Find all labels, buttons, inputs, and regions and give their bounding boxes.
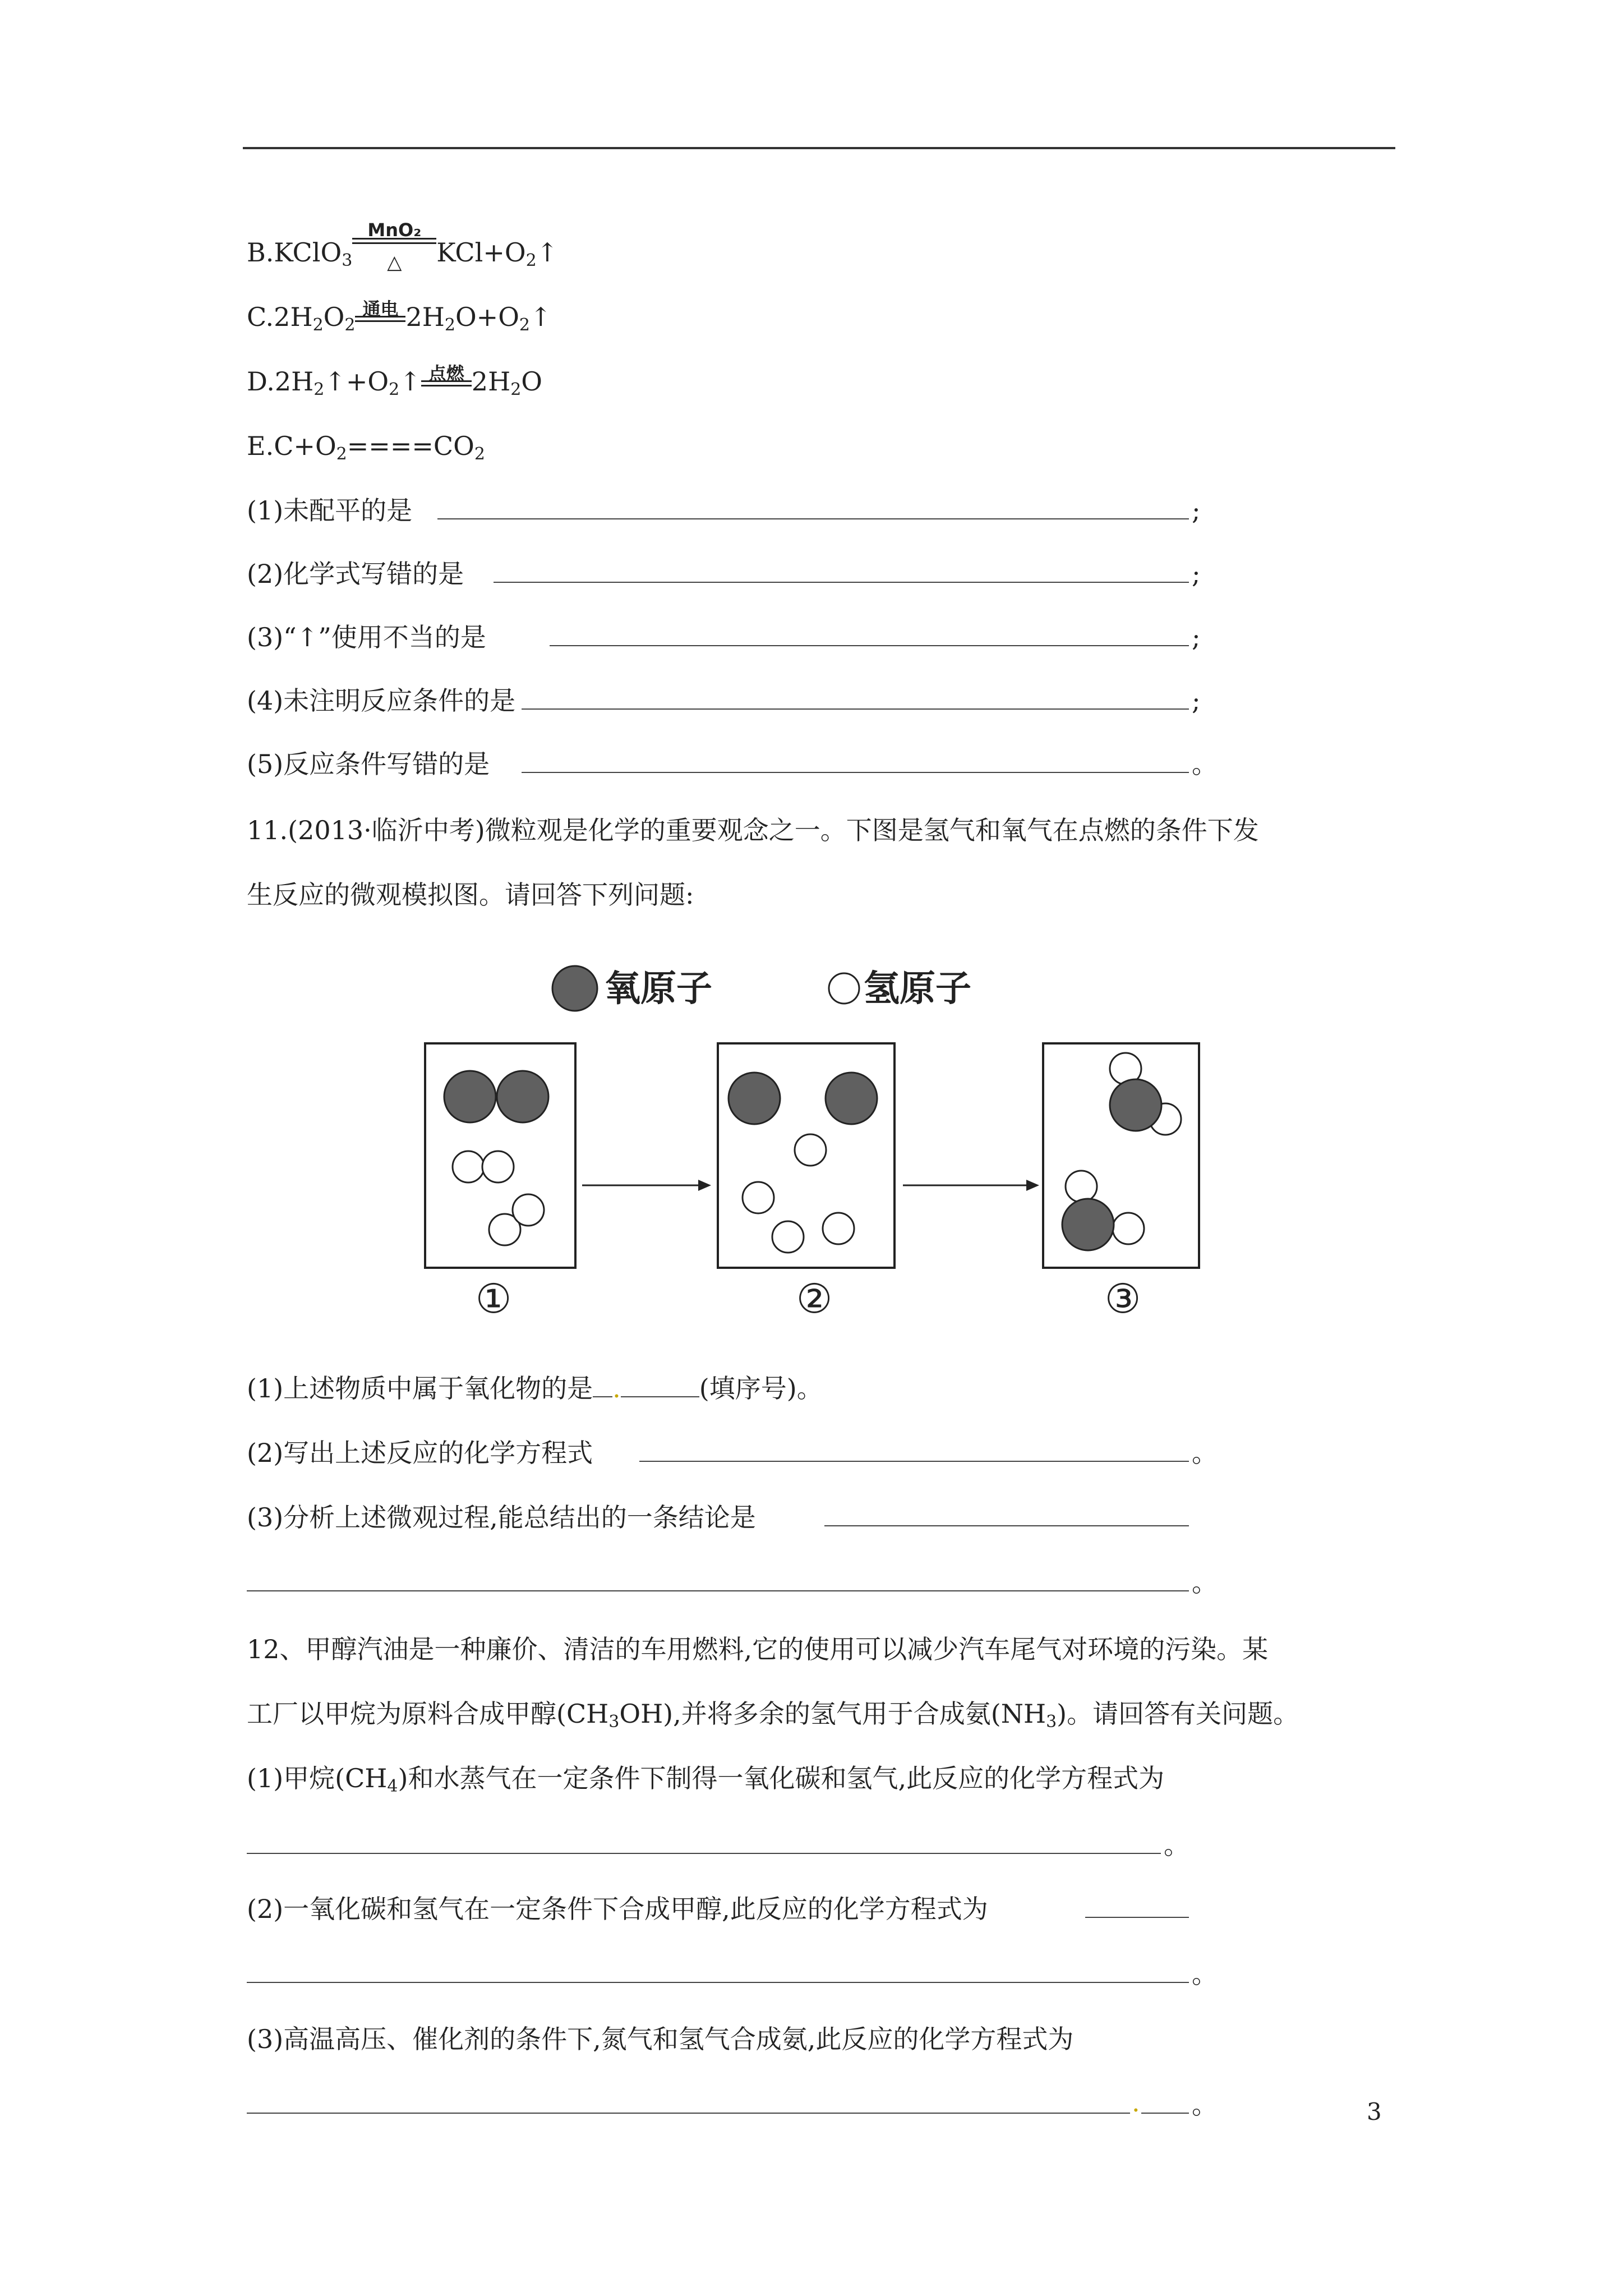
line-end: ; [1192,495,1201,526]
answer-blank[interactable] [522,772,1189,773]
answer-blank[interactable] [550,645,1189,646]
hydrogen-legend-icon [829,973,859,1004]
box-3-label: ③ [1104,1275,1141,1322]
hydrogen-atom [1066,1171,1097,1202]
answer-blank[interactable] [1085,1917,1189,1918]
answer-blank[interactable] [1141,2113,1189,2114]
answer-blank[interactable] [593,1374,612,1397]
oxygen-atom [1062,1199,1114,1250]
q12-sub2: (2)一氧化碳和氢气在一定条件下合成甲醇,此反应的化学方程式为 [247,1894,988,1924]
hydrogen-atom [795,1134,826,1166]
q11-stem-line1: 11.(2013·临沂中考)微粒观是化学的重要观念之一。下图是氢气和氧气在点燃的条件下发 [247,815,1259,845]
box-1-label: ① [475,1275,512,1322]
line-end: 。 [1192,2090,1218,2120]
box-2-label: ② [796,1275,833,1322]
q10-item-5: (5)反应条件写错的是 [247,749,490,779]
answer-blank[interactable] [621,1374,699,1397]
answer-blank[interactable] [494,582,1189,583]
answer-blank[interactable] [247,1853,1161,1854]
q10-item-1: (1)未配平的是 [247,495,413,526]
hydrogen-atom [823,1213,854,1244]
answer-blank[interactable] [437,518,1189,519]
answer-blank[interactable] [247,2113,1130,2114]
line-end: 。 [1192,749,1218,779]
answer-blank[interactable] [247,1590,1189,1591]
q12-stem-line2: 工厂以甲烷为原料合成甲醇$(CH_3OH)$,并将多余的氢气用于合成氨$(NH_3)$。请回答有关问题。 [247,1699,1299,1732]
q10-item-3: (3)“↑”使用不当的是 [247,622,486,652]
answer-blank[interactable] [639,1461,1189,1462]
line-end: ; [1192,559,1201,589]
q12-sub1: (1)甲烷$(CH_4)$和水蒸气在一定条件下制得一氧化碳和氢气,此反应的化学方程式为 [247,1763,1165,1796]
oxygen-legend-label: 氧原子 [605,968,712,1010]
q11-sub3: (3)分析上述微观过程,能总结出的一条结论是 [247,1502,756,1533]
line-end: 。 [1192,1438,1218,1468]
page-number: 3 [1367,2098,1382,2125]
option-b: B.KClO$_3$ MnO₂ △ $KCl+O_2↑$ [247,219,559,274]
q11-sub2: (2)写出上述反应的化学方程式 [247,1438,593,1468]
arrow-head-icon [1026,1180,1039,1191]
q11-stem-line2: 生反应的微观模拟图。请回答下列问题: [247,880,694,910]
line-end: 。 [1192,1567,1218,1598]
oxygen-atom [728,1073,780,1124]
q12-sub3: (3)高温高压、催化剂的条件下,氮气和氢气合成氨,此反应的化学方程式为 [247,2024,1074,2054]
hydrogen-atom [743,1182,774,1213]
reaction-condition: 点燃 [421,365,472,398]
hydrogen-atom [453,1151,484,1182]
mark: . [1132,2087,1140,2118]
header-rule [243,147,1395,149]
oxygen-legend-icon [552,966,597,1011]
mark: . [612,1373,621,1404]
reaction-condition: MnO₂ △ [352,236,436,269]
option-c: $C.2H_2O_2$ 通电 $2H_2O+O_2↑$ [247,298,552,335]
q11-sub1: (1)上述物质中属于氧化物的是 . (填序号)。 [247,1373,823,1404]
reaction-condition: 通电 [355,300,405,334]
oxygen-atom [444,1071,496,1122]
hydrogen-atom [513,1194,544,1226]
q10-item-2: (2)化学式写错的是 [247,559,464,589]
oxygen-atom [1110,1079,1161,1131]
reaction-micro-diagram [415,942,1211,1335]
option-d: $D.2H_2↑+O_2↑$ 点燃 $2H_2O$ [247,363,542,399]
q12-stem-line1: 12、甲醇汽油是一种廉价、清洁的车用燃料,它的使用可以减少汽车尾气对环境的污染。某 [247,1634,1269,1664]
arrow-head-icon [698,1180,711,1191]
hydrogen-legend-label: 氢原子 [864,968,971,1010]
line-end: 。 [1192,1959,1218,1989]
hydrogen-atom [482,1151,514,1182]
q10-item-4: (4)未注明反应条件的是 [247,685,516,716]
hydrogen-atom [772,1221,804,1253]
answer-blank[interactable] [247,1982,1189,1983]
line-end: ; [1192,622,1201,652]
line-end: ; [1192,685,1201,716]
option-e: $E.C+O_2====CO_2$ [247,431,485,464]
oxygen-atom [826,1073,877,1124]
line-end: 。 [1164,1830,1189,1860]
oxygen-atom [497,1071,548,1122]
answer-blank[interactable] [824,1525,1189,1526]
answer-blank[interactable] [522,708,1189,710]
hydrogen-atom [1113,1213,1144,1244]
